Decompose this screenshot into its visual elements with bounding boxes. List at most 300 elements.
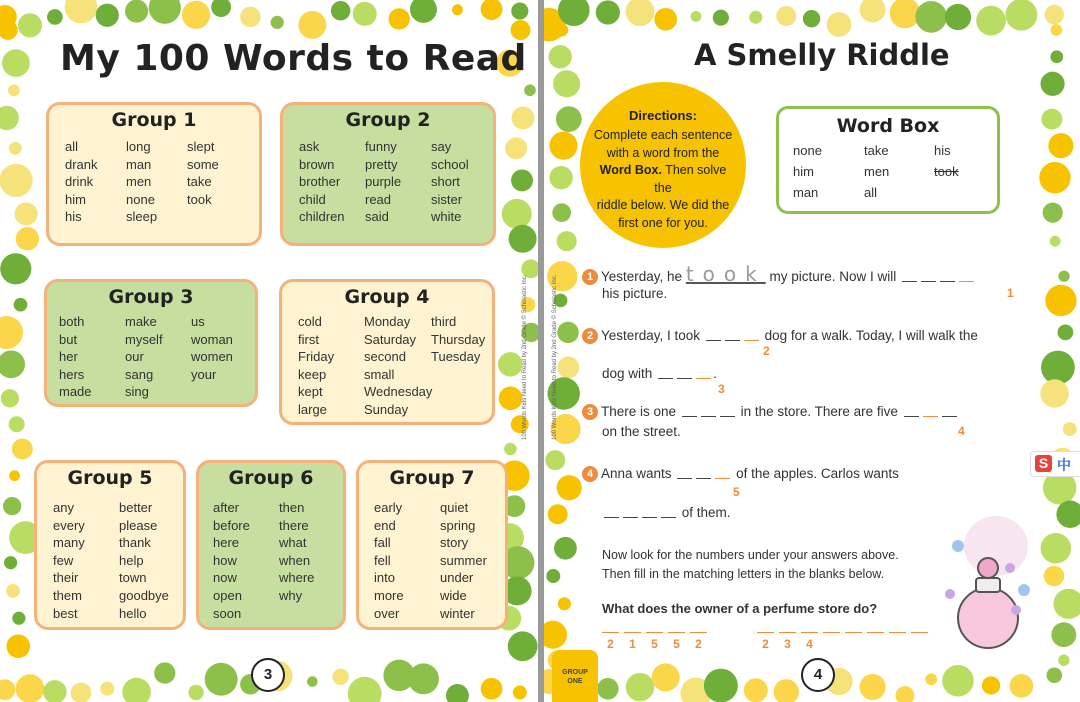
decorative-dot: [511, 169, 533, 191]
word-item: men: [126, 174, 152, 190]
word-item: sleep: [126, 209, 158, 225]
question-3: 3 There is one in the store. There are five: [582, 404, 959, 420]
word-item: small: [364, 366, 395, 382]
decorative-dot: [47, 9, 63, 25]
group-tab: GROUP ONE: [552, 650, 598, 702]
word-item: long: [126, 139, 151, 154]
decorative-dot: [548, 504, 568, 524]
word-group-7: [356, 460, 508, 630]
decorative-dot: [827, 12, 852, 37]
decorative-dot: [1044, 566, 1065, 587]
word-item: then: [279, 500, 305, 515]
word-item: women: [191, 349, 233, 365]
decorative-dot: [555, 24, 568, 37]
decorative-dot: [481, 0, 503, 20]
instructions-line2: Then fill in the matching letters in the blanks below.: [602, 567, 885, 581]
decorative-dot: [481, 678, 503, 700]
question-1-line2: his picture.: [602, 286, 668, 301]
decorative-dot: [65, 0, 98, 23]
decorative-dot: [1010, 674, 1034, 698]
decorative-dot: [332, 669, 348, 685]
decorative-dot: [188, 685, 203, 700]
decorative-dot: [509, 225, 537, 253]
letter-index: 1: [1007, 286, 1014, 300]
decorative-dot: [652, 663, 680, 691]
decorative-dot: [1058, 325, 1074, 341]
word-item: his: [65, 209, 82, 225]
word-item: brown: [299, 156, 335, 172]
decorative-dot: [16, 674, 45, 702]
decorative-dot: [154, 662, 175, 683]
answer-blank: [757, 632, 774, 633]
decorative-dot: [557, 322, 578, 343]
decorative-dot: [549, 166, 572, 189]
word-box-word: his: [934, 143, 951, 158]
decorative-dot: [504, 443, 517, 456]
decorative-dot: [1047, 668, 1063, 684]
group-title: Group 4: [344, 286, 430, 308]
directions-heading: Directions:: [629, 108, 697, 123]
question-4: 4 Anna wants of the apples. Carlos wants: [582, 466, 899, 482]
word-item: keep: [298, 366, 327, 382]
decorative-dot: [502, 199, 532, 229]
word-item: make: [125, 314, 157, 329]
word-item: soon: [213, 605, 242, 621]
word-item: our: [125, 349, 144, 365]
decorative-dot: [511, 20, 531, 40]
word-item: fall: [374, 535, 391, 551]
answer-blank: [911, 632, 928, 633]
decorative-dot: [511, 106, 534, 129]
word-item: fell: [374, 552, 391, 568]
decorative-dot: [0, 164, 33, 197]
group-title: Group 3: [108, 286, 194, 308]
decorative-dot: [298, 11, 326, 39]
decorative-dot: [6, 634, 30, 658]
word-item: children: [299, 209, 345, 225]
left-page: [0, 0, 538, 702]
decorative-dot: [505, 137, 527, 159]
answer-blank: [823, 632, 840, 633]
word-item: how: [213, 552, 237, 568]
word-item: help: [119, 552, 144, 568]
word-box-word: take: [864, 143, 889, 158]
word-group-5: [34, 460, 186, 630]
word-item: end: [374, 517, 396, 533]
word-item: kept: [298, 384, 323, 400]
decorative-dot: [713, 10, 729, 26]
word-item: child: [299, 191, 326, 207]
decorative-dot: [597, 678, 619, 700]
answer-number: 5: [651, 637, 658, 651]
word-item: Tuesday: [431, 349, 481, 365]
word-item: more: [374, 587, 404, 603]
word-box-word: man: [793, 185, 819, 200]
word-group-2: [280, 102, 496, 246]
decorative-dot: [860, 0, 886, 22]
word-item: hers: [59, 366, 85, 382]
answer-blank: [690, 632, 707, 633]
directions-text: Complete each sentence with a word from the Word Box. Then solve the riddle below. We did the first one for you.: [593, 128, 733, 230]
decorative-dot: [0, 253, 31, 284]
word-item: winter: [440, 605, 475, 621]
word-item: none: [126, 191, 155, 207]
letter-index: 4: [958, 424, 965, 438]
word-item: second: [364, 349, 406, 365]
decorative-dot: [1043, 203, 1063, 223]
decorative-dot: [125, 0, 148, 23]
decorative-dot: [860, 674, 886, 700]
decorative-dot: [240, 7, 261, 28]
word-item: made: [59, 384, 92, 400]
decorative-dot: [896, 686, 915, 702]
answer-blank: [624, 632, 641, 633]
decorative-dot: [1051, 24, 1063, 36]
answer-blank: [602, 632, 619, 633]
decorative-dot: [704, 669, 738, 702]
decorative-dot: [976, 6, 1006, 36]
decorative-dot: [71, 683, 92, 702]
word-item: ask: [299, 139, 320, 154]
example-answer: took: [685, 262, 766, 286]
word-group-1: [46, 102, 262, 246]
word-item: sister: [431, 191, 463, 207]
word-item: take: [187, 174, 212, 190]
word-item: into: [374, 570, 395, 586]
decorative-dot: [0, 350, 25, 378]
right-page: [544, 0, 1080, 702]
decorative-dot: [1041, 109, 1062, 130]
decorative-dot: [16, 227, 39, 250]
decorative-dot: [691, 11, 702, 22]
decorative-dot: [556, 106, 582, 132]
word-item: myself: [125, 331, 163, 347]
word-item: said: [365, 209, 389, 225]
decorative-dot: [12, 439, 33, 460]
word-item: man: [126, 156, 152, 172]
page-title-left: My 100 Words to Read: [60, 38, 527, 79]
decorative-dot: [307, 676, 318, 687]
decorative-dot: [1051, 622, 1076, 647]
decorative-dot: [1058, 271, 1069, 282]
decorative-dot: [524, 84, 536, 96]
decorative-dot: [1058, 655, 1069, 666]
decorative-dot: [100, 682, 114, 696]
decorative-dot: [546, 569, 560, 583]
decorative-dot: [554, 537, 577, 560]
decorative-dot: [774, 679, 799, 702]
word-item: Wednesday: [364, 384, 433, 400]
word-item: town: [119, 570, 147, 586]
page-number-right: 4: [801, 658, 835, 692]
decorative-dot: [925, 673, 937, 685]
decorative-dot: [557, 357, 579, 379]
decorative-dot: [1045, 285, 1076, 316]
group-title: Group 7: [389, 467, 475, 489]
decorative-dot: [511, 3, 528, 20]
decorative-dot: [1056, 501, 1080, 528]
riddle-question: What does the owner of a perfume store do?: [602, 601, 878, 616]
decorative-dot: [1, 389, 19, 407]
word-item: Saturday: [364, 331, 417, 347]
decorative-dot: [1050, 236, 1061, 247]
answer-number: 2: [695, 637, 702, 651]
decorative-dot: [749, 11, 762, 24]
decorative-dot: [1045, 5, 1064, 24]
perfume-bottle-illustration: [936, 506, 1036, 656]
word-item: him: [65, 191, 86, 207]
word-item: when: [279, 552, 311, 568]
decorative-dot: [498, 352, 522, 376]
answer-number: 2: [762, 637, 769, 651]
word-box-word: all: [864, 185, 878, 200]
word-item: under: [440, 570, 474, 586]
word-item: your: [191, 366, 217, 382]
decorative-dot: [544, 621, 567, 649]
decorative-dot: [452, 4, 463, 15]
decorative-dot: [410, 0, 437, 23]
word-box-word: none: [793, 143, 822, 158]
letter-index: 5: [733, 485, 740, 499]
word-item: Thursday: [431, 331, 486, 347]
word-item: school: [431, 156, 469, 172]
decorative-dot: [2, 49, 30, 77]
word-item: some: [187, 156, 219, 172]
answer-blank: [668, 632, 685, 633]
decorative-dot: [744, 678, 768, 702]
decorative-dot: [553, 70, 580, 97]
word-box-word: him: [793, 164, 814, 179]
decorative-dot: [12, 612, 25, 625]
decorative-dot: [0, 106, 19, 130]
decorative-dot: [513, 685, 527, 699]
decorative-dot: [0, 679, 15, 700]
word-box-word: men: [864, 164, 890, 179]
group-title: Group 1: [111, 109, 197, 131]
question-2: 2 Yesterday, I took dog for a walk. Today, I will walk the: [582, 328, 978, 344]
decorative-dot: [9, 416, 25, 432]
word-item: drank: [65, 156, 98, 172]
answer-number: 5: [673, 637, 680, 651]
decorative-dot: [1040, 379, 1068, 407]
decorative-dot: [549, 132, 577, 160]
letter-index: 2: [763, 344, 770, 358]
answer-number: 2: [607, 637, 614, 651]
decorative-dot: [1039, 162, 1070, 193]
word-item: say: [431, 139, 452, 154]
decorative-dot: [1053, 589, 1080, 619]
word-item: white: [431, 209, 462, 225]
word-item: please: [119, 517, 158, 533]
decorative-dot: [446, 684, 469, 702]
decorative-dot: [9, 142, 22, 155]
word-group-6: [196, 460, 346, 630]
decorative-dot: [122, 678, 151, 702]
decorative-dot: [942, 665, 974, 697]
word-item: many: [53, 535, 85, 551]
word-item: story: [440, 535, 469, 551]
word-item: took: [187, 191, 212, 207]
question-3-line2: on the street.: [602, 424, 681, 439]
decorative-dot: [9, 470, 20, 481]
group-title: Group 5: [67, 467, 153, 489]
word-item: best: [53, 605, 78, 621]
sogou-logo-icon[interactable]: S: [1035, 455, 1052, 472]
group-title: Group 2: [345, 109, 431, 131]
word-item: thank: [119, 535, 151, 551]
decorative-dot: [348, 677, 382, 702]
decorative-dot: [626, 673, 654, 701]
word-item: here: [213, 535, 240, 551]
decorative-dot: [803, 10, 820, 27]
word-box-word-crossed: took: [934, 164, 959, 179]
decorative-dot: [408, 663, 439, 694]
word-item: funny: [365, 139, 397, 154]
decorative-dot: [205, 663, 238, 696]
decorative-dot: [945, 4, 971, 30]
decorative-dot: [96, 4, 119, 27]
word-item: hello: [119, 605, 147, 621]
group-title: Group 6: [228, 467, 314, 489]
decorative-dot: [8, 84, 20, 96]
word-item: us: [191, 314, 205, 329]
decorative-dot: [982, 676, 1000, 694]
answer-number: 1: [629, 637, 636, 651]
decorative-dot: [776, 6, 796, 26]
letter-index: 3: [718, 382, 725, 396]
answer-blank: [801, 632, 818, 633]
decorative-dot: [211, 0, 231, 17]
question-1: 1 Yesterday, he took my picture. Now I will: [582, 262, 976, 286]
decorative-dot: [3, 497, 21, 515]
directions-circle: [580, 82, 746, 248]
decorative-dot: [1048, 133, 1073, 158]
word-item: large: [298, 401, 327, 417]
ime-toolbar[interactable]: [1030, 451, 1080, 477]
word-box: [776, 106, 1000, 214]
decorative-dot: [654, 8, 677, 31]
word-item: any: [53, 500, 74, 515]
decorative-dot: [1040, 72, 1064, 96]
decorative-dot: [1063, 422, 1077, 436]
answer-blank: [779, 632, 796, 633]
decorative-dot: [508, 631, 538, 661]
decorative-dot: [14, 298, 28, 312]
word-item: woman: [191, 331, 233, 347]
word-item: drink: [65, 174, 94, 190]
word-item: third: [431, 314, 457, 329]
decorative-dot: [1041, 351, 1075, 385]
word-item: now: [213, 570, 237, 586]
decorative-dot: [0, 20, 18, 40]
decorative-dot: [549, 45, 572, 68]
word-item: Monday: [364, 314, 411, 329]
word-item: sang: [125, 366, 154, 382]
decorative-dot: [271, 16, 284, 29]
question-2-line2: dog with .: [602, 366, 717, 381]
word-item: spring: [440, 517, 476, 533]
decorative-dot: [6, 584, 20, 598]
answer-number: 4: [806, 637, 813, 651]
decorative-dot: [545, 450, 565, 470]
page-number-left: 3: [251, 658, 285, 692]
word-item: better: [119, 500, 153, 515]
answer-blank: [646, 632, 663, 633]
word-item: wide: [440, 587, 467, 603]
decorative-dot: [4, 556, 17, 569]
decorative-dot: [353, 2, 377, 26]
word-item: pretty: [365, 156, 398, 172]
word-item: first: [298, 331, 319, 347]
decorative-dot: [557, 475, 582, 500]
word-item: why: [279, 587, 303, 603]
decorative-dot: [558, 597, 571, 610]
decorative-dot: [915, 1, 947, 33]
decorative-dot: [182, 1, 210, 29]
decorative-dot: [331, 1, 350, 20]
word-item: their: [53, 570, 79, 586]
word-item: read: [365, 191, 392, 207]
answer-blank: [889, 632, 906, 633]
word-box-title: Word Box: [836, 115, 940, 137]
word-item: what: [279, 535, 307, 551]
answer-blank: [867, 632, 884, 633]
word-group-4: [279, 279, 495, 425]
word-item: summer: [440, 552, 487, 568]
word-item: goodbye: [119, 587, 169, 603]
decorative-dot: [1005, 0, 1037, 31]
answer-blank: [845, 632, 862, 633]
decorative-dot: [389, 8, 410, 29]
decorative-dot: [1050, 50, 1063, 63]
word-item: all: [65, 139, 79, 154]
word-item: early: [374, 500, 403, 515]
instructions-line1: Now look for the numbers under your answers above.: [602, 548, 899, 562]
copyright-text: 100 Words Kids Need to Read by 2nd Grade © Scholastic Inc.: [522, 274, 528, 440]
page-title-right: A Smelly Riddle: [694, 38, 950, 72]
decorative-dot: [15, 202, 38, 225]
word-item: but: [59, 331, 78, 347]
word-group-3: [44, 279, 258, 407]
word-item: after: [213, 500, 240, 515]
ime-chinese-mode[interactable]: 中: [1057, 457, 1071, 473]
word-item: both: [59, 314, 85, 329]
word-item: over: [374, 605, 400, 621]
decorative-dot: [499, 386, 523, 410]
word-item: slept: [187, 139, 215, 154]
decorative-dot: [1041, 533, 1072, 564]
word-item: Sunday: [364, 401, 409, 417]
word-item: sing: [125, 384, 149, 400]
word-item: cold: [298, 314, 322, 329]
word-item: Friday: [298, 349, 335, 365]
decorative-dot: [596, 0, 620, 24]
word-item: purple: [365, 174, 402, 190]
word-item: quiet: [440, 500, 469, 515]
word-item: open: [213, 587, 242, 603]
question-4-line2: of them.: [602, 505, 731, 520]
word-item: them: [53, 587, 82, 603]
decorative-dot: [43, 680, 66, 702]
answer-number: 3: [784, 637, 791, 651]
copyright-text: 100 Words Kids Need to Read by 2nd Grade © Scholastic Inc.: [552, 274, 558, 440]
decorative-dot: [0, 316, 23, 349]
word-item: short: [431, 174, 460, 190]
word-item: few: [53, 552, 74, 568]
word-item: every: [53, 517, 85, 533]
decorative-dot: [557, 231, 577, 251]
decorative-dot: [552, 203, 571, 222]
